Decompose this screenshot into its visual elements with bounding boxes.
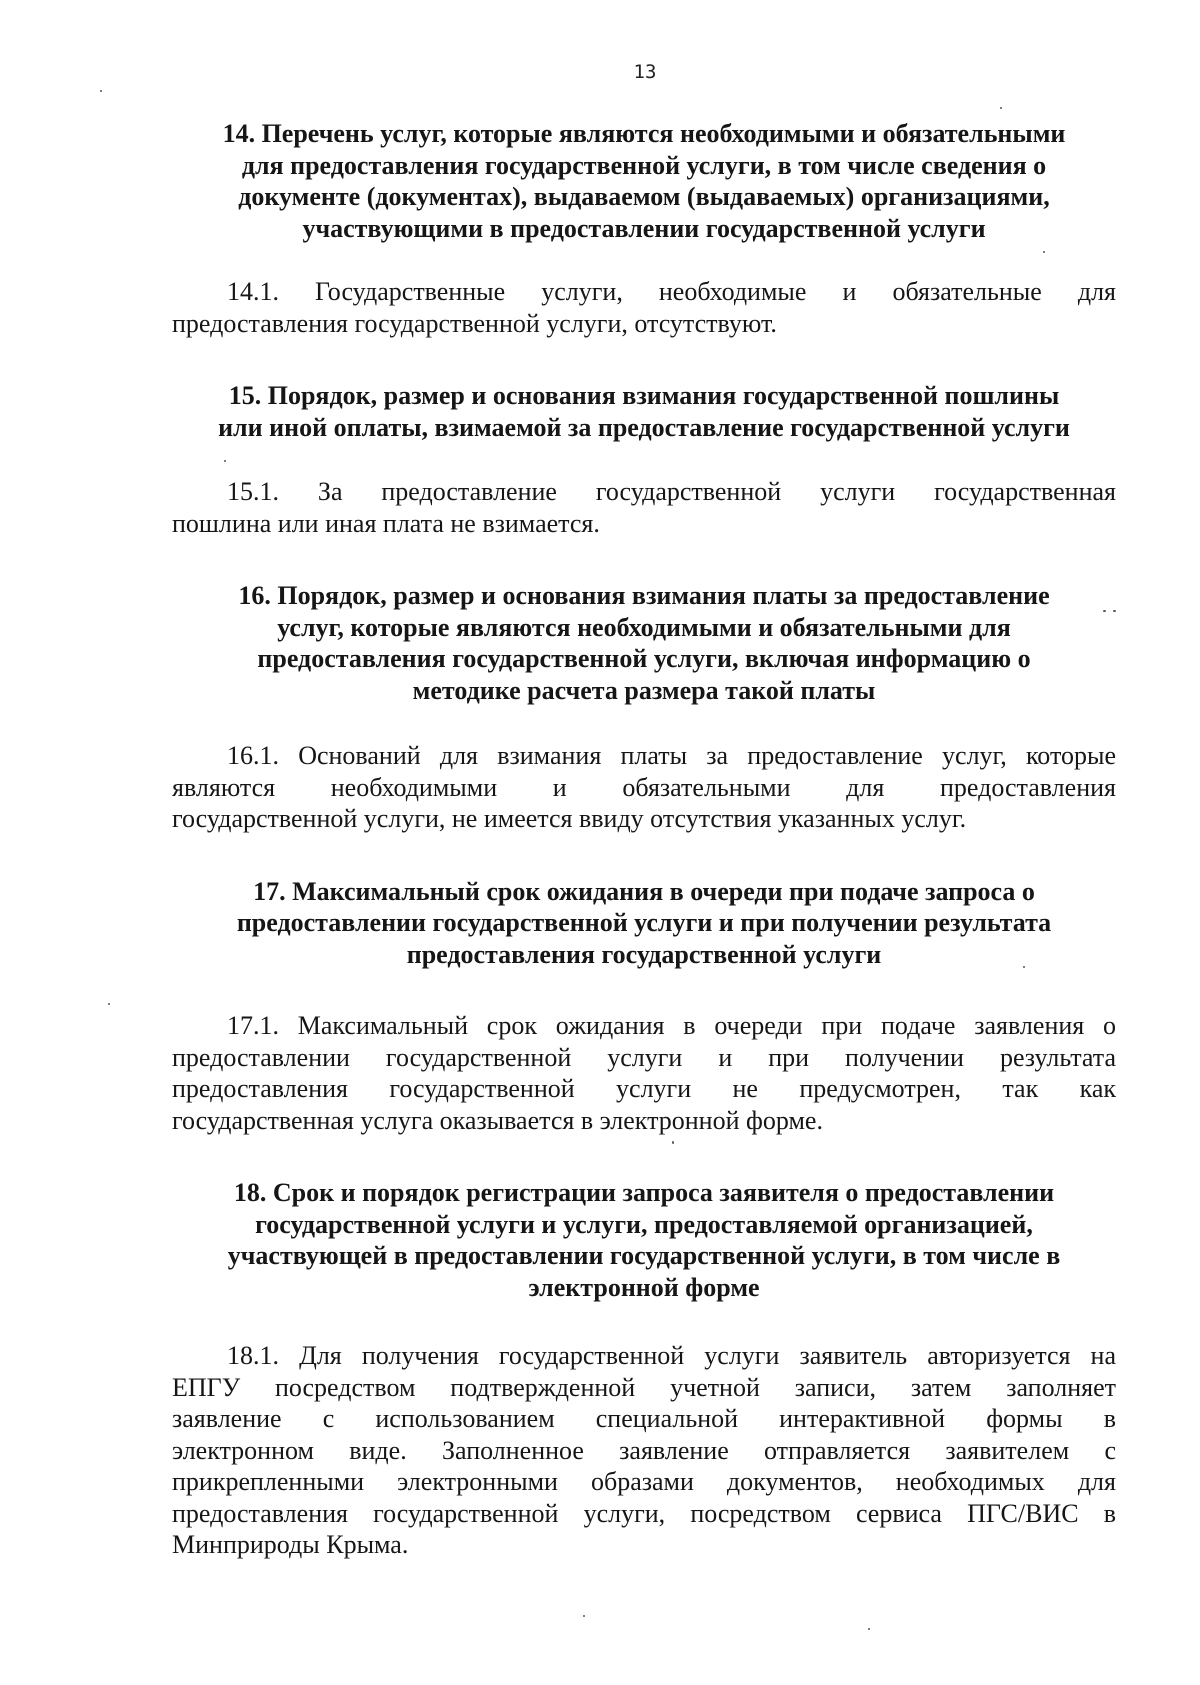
document-body xyxy=(172,118,1116,1561)
section-17-heading xyxy=(172,876,1116,971)
heading-line: электронной форме xyxy=(528,1272,760,1302)
scan-speck xyxy=(1113,610,1116,612)
paragraph-line: заявление с использованием специальной интерактивной формы в xyxy=(172,1404,1116,1433)
paragraph-line: предоставления государственной услуги, посредством сервиса ПГС/ВИС в xyxy=(172,1498,1116,1528)
heading-line: предоставления государственной услуги, включая информацию о xyxy=(257,644,1031,673)
heading-line: документе (документах), выдаваемом (выдаваемых) организациями, xyxy=(238,182,1050,211)
paragraph-line: 16.1. Оснований для взимания платы за предоставление услуг, которые xyxy=(227,741,1116,770)
scan-speck xyxy=(1000,107,1002,109)
paragraph-line: ЕПГУ посредством подтвержденной учетной записи, затем заполняет xyxy=(172,1372,1116,1402)
heading-line: методике расчета размера такой платы xyxy=(412,675,876,705)
paragraph-line: предоставления государственной услуги не предусмотрен, так как xyxy=(172,1074,1116,1103)
section-16-paragraph xyxy=(172,740,1116,835)
heading-line: 14. Перечень услуг, которые являются необходимыми и обязательными xyxy=(222,119,1066,148)
scan-speck xyxy=(100,90,102,92)
paragraph-line: государственная услуга оказывается в электронной форме. xyxy=(172,1105,823,1135)
page-number: 13 xyxy=(633,61,657,83)
heading-line: государственной услуги и услуги, предоставляемой организацией, xyxy=(255,1209,1033,1239)
heading-line: услуг, которые являются необходимыми и обязательными для xyxy=(277,612,1011,642)
section-14-paragraph xyxy=(172,276,1116,339)
paragraph-line: государственной услуги, не имеется ввиду отсутствия указанных услуг. xyxy=(172,804,967,833)
paragraph-line: предоставления государственной услуги, отсутствуют. xyxy=(172,308,777,338)
paragraph-line: предоставлении государственной услуги и при получении результата xyxy=(172,1042,1116,1072)
paragraph-line: 18.1. Для получения государственной услуги заявитель авторизуется на xyxy=(227,1341,1116,1370)
scan-speck xyxy=(583,1615,585,1617)
paragraph-line: являются необходимыми и обязательными для предоставления xyxy=(172,772,1116,802)
section-16-heading xyxy=(172,580,1116,706)
scan-speck xyxy=(1103,610,1106,612)
heading-line: 15. Порядок, размер и основания взимания государственной пошлины xyxy=(228,381,1060,410)
paragraph-line: 17.1. Максимальный срок ожидания в очереди при подаче заявления о xyxy=(227,1011,1116,1040)
section-14-heading xyxy=(172,118,1116,244)
paragraph-line: электронном виде. Заполненное заявление отправляется заявителем с xyxy=(172,1435,1116,1465)
paragraph-line: прикрепленными электронными образами документов, необходимых для xyxy=(172,1467,1116,1496)
heading-line: участвующей в предоставлении государственной услуги, в том числе в xyxy=(227,1241,1061,1270)
scan-speck xyxy=(1023,966,1025,968)
scan-speck xyxy=(868,1628,870,1630)
heading-line: или иной оплаты, взимаемой за предоставление государственной услуги xyxy=(218,412,1070,442)
section-17-paragraph xyxy=(172,1010,1116,1136)
paragraph-line: пошлина или иная плата не взимается. xyxy=(172,508,600,538)
scan-speck xyxy=(672,1141,674,1144)
heading-line: 18. Срок и порядок регистрации запроса заявителя о предоставлении xyxy=(233,1178,1055,1207)
heading-line: 16. Порядок, размер и основания взимания платы за предоставление xyxy=(238,581,1050,610)
section-18-paragraph xyxy=(172,1340,1116,1561)
paragraph-line: 15.1. За предоставление государственной услуги государственная xyxy=(227,477,1116,506)
heading-line: предоставления государственной услуги xyxy=(406,939,882,969)
paragraph-line: 14.1. Государственные услуги, необходимые и обязательные для xyxy=(227,277,1116,306)
scan-speck xyxy=(1043,251,1045,253)
heading-line: 17. Максимальный срок ожидания в очереди при подаче запроса о xyxy=(253,876,1035,906)
heading-line: для предоставления государственной услуги, в том числе сведения о xyxy=(241,150,1047,180)
paragraph-line: Минприроды Крыма. xyxy=(172,1530,409,1559)
heading-line: участвующими в предоставлении государственной услуги xyxy=(302,213,986,243)
scan-speck xyxy=(224,460,226,462)
section-15-paragraph xyxy=(172,476,1116,539)
scan-speck xyxy=(108,1003,110,1005)
heading-line: предоставлении государственной услуги и при получении результата xyxy=(236,908,1052,937)
section-18-heading xyxy=(172,1177,1116,1303)
section-15-heading xyxy=(172,380,1116,443)
